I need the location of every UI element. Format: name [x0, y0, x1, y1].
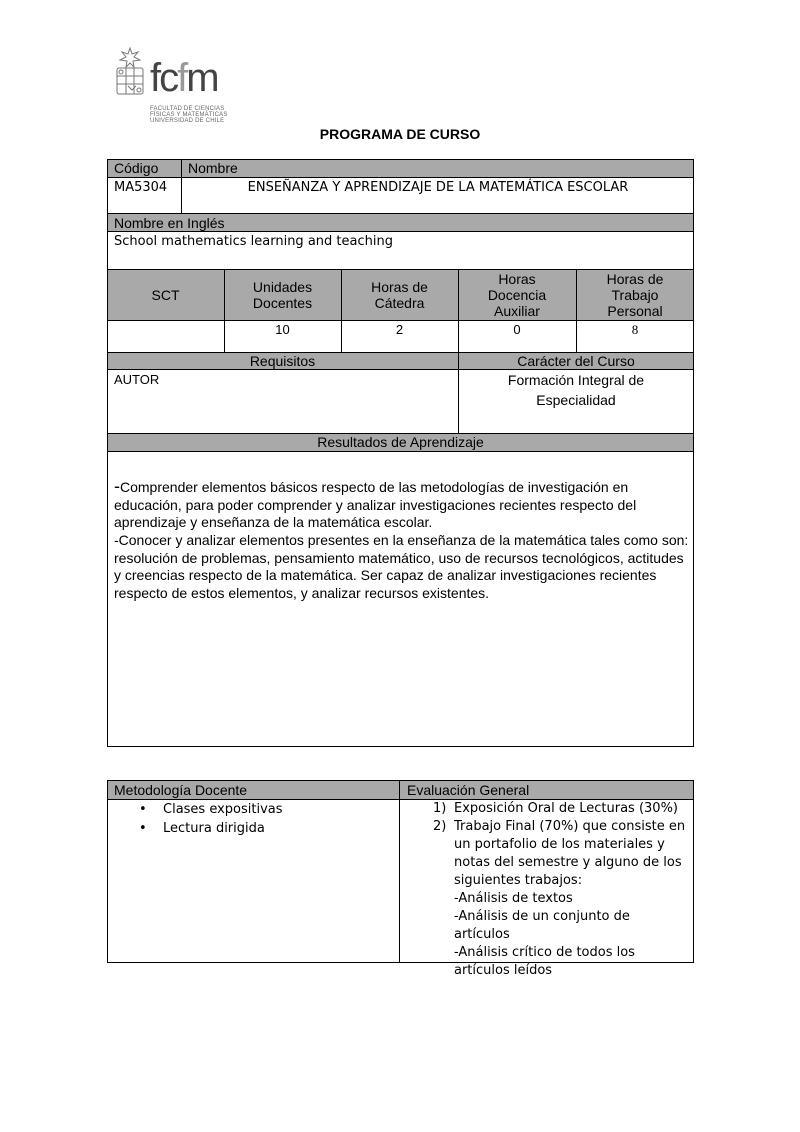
evaluation-item: 1) Exposición Oral de Lecturas (30%) [433, 801, 679, 816]
requirements-value: AUTOR [114, 372, 160, 387]
hours-value-auxiliar: 0 [513, 322, 521, 337]
hours-header-catedra: Horas de Cátedra [371, 279, 428, 311]
name-label: Nombre [188, 160, 238, 176]
course-character-value: Formación Integral de Especialidad [507, 372, 645, 408]
university-seal-icon [112, 46, 148, 98]
hours-header-auxiliar: Horas Docencia Auxiliar [487, 271, 547, 319]
evaluation-subitem: -Análisis de textos [454, 891, 573, 906]
hours-value-personal: 8 [631, 322, 639, 337]
course-name: ENSEÑANZA Y APRENDIZAJE DE LA MATEMÁTICA ESCOLAR [247, 180, 629, 195]
logo-faculty-text: FACULTAD DE CIENCIAS FÍSICAS Y MATEMÁTICAS UNIVERSIDAD DE CHILE [150, 106, 228, 124]
requirements-label: Requisitos [249, 353, 316, 369]
hours-value-catedra: 2 [395, 322, 404, 337]
english-name-label: Nombre en Inglés [114, 215, 225, 231]
code-label: Código [114, 160, 159, 176]
methodology-item: • Lectura dirigida [133, 819, 393, 838]
hours-header-sct: SCT [151, 287, 180, 303]
methodology-list [133, 800, 393, 838]
evaluation-subitem: -Análisis crítico de todos los artículos leídos [454, 945, 635, 978]
learning-outcome-1: -Comprender elementos básicos respecto de las metodologías de investigación en educación, para poder comprender y analizar investigaciones recientes respecto del aprendizaje y enseñanza de la matemática escolar. [114, 476, 637, 530]
logo-wordmark: fcfm [150, 56, 218, 100]
fcfm-logo [112, 46, 242, 130]
hours-header-personal: Horas de Trabajo Personal [606, 271, 664, 319]
learning-outcome-2: -Conocer y analizar elementos presentes en la enseñanza de la matemática tales como son: resolución de problemas, pensamiento matemático, uso de recursos tecnológicos, actitudes y creencias respecto de la matemática. Ser capaz de analizar investigaciones recientes respecto de estos elementos, y analizar recursos existentes. [114, 532, 689, 601]
hours-value-unidades: 10 [275, 322, 290, 337]
course-code: MA5304 [114, 180, 168, 195]
learning-outcomes-label: Resultados de Aprendizaje [317, 434, 484, 450]
course-character-label: Carácter del Curso [517, 353, 635, 369]
evaluation-item: 2) Trabajo Final (70%) que consiste en un portafolio de los materiales y notas del semestre y alguno de los siguientes trabajos: -Análisis de textos -Análisis de un conjunto de artículos -Análisis crítico de todos los artículos leídos [407, 818, 689, 980]
methodology-label: Metodología Docente [114, 782, 248, 798]
evaluation-list [407, 800, 689, 980]
hours-header-unidades: Unidades Docentes [252, 279, 313, 311]
evaluation-subitem: -Análisis de un conjunto de artículos [454, 909, 630, 942]
evaluation-label: Evaluación General [407, 782, 530, 798]
page-title: PROGRAMA DE CURSO [319, 126, 481, 142]
methodology-item: • Clases expositivas [133, 800, 393, 819]
english-name: School mathematics learning and teaching [114, 234, 393, 249]
